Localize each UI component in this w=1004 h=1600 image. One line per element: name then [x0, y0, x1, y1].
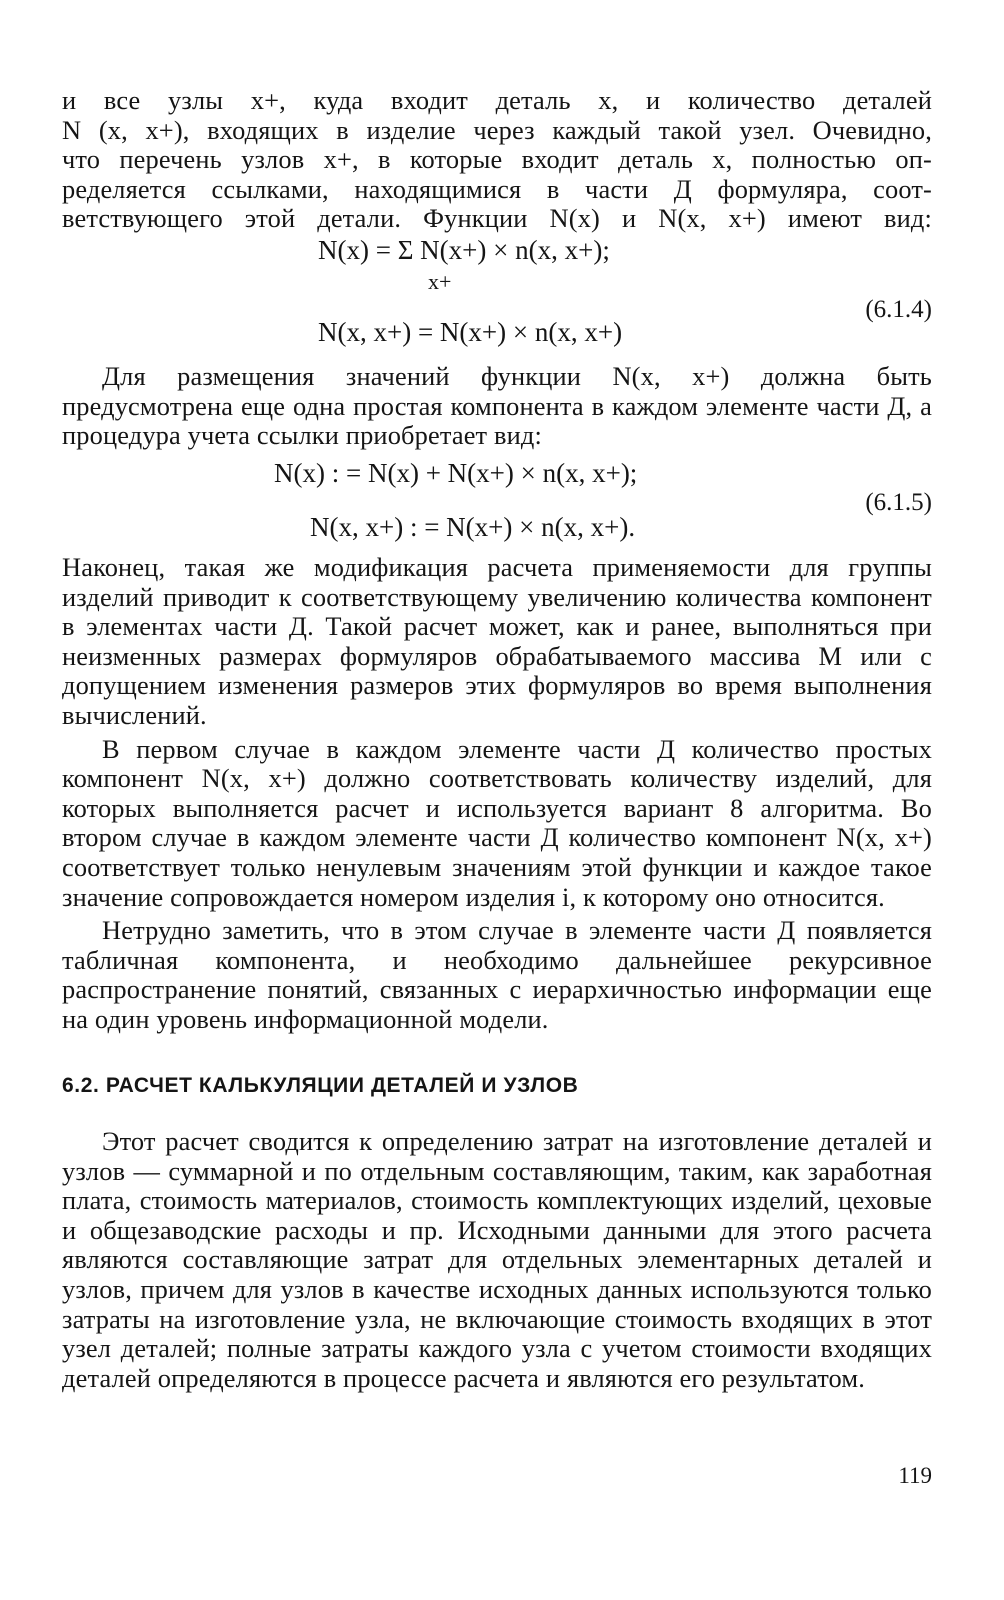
- equation-number: (6.1.4): [865, 296, 932, 323]
- sum-subscript: x+: [428, 269, 452, 294]
- equation-line: N(x) : = N(x) + N(x+) × n(x, x+);: [274, 458, 638, 488]
- text-line: что перечень узлов x+, в которые входит деталь x, полностью оп-: [62, 144, 932, 175]
- paragraph-text: Нетрудно заметить, что в этом случае в элементе части Д появляется табличная компонента, и необходимо дальнейшее рекурсивное распространение понятий, связанных с иерархичностью информации еще на один уровень информационной модели.: [62, 915, 932, 1034]
- equation-line: N(x, x+) : = N(x+) × n(x, x+).: [310, 512, 636, 542]
- paragraph-group: [62, 553, 932, 1035]
- section-heading: 6.2. РАСЧЕТ КАЛЬКУЛЯЦИИ ДЕТАЛЕЙ И УЗЛОВ: [62, 1074, 579, 1097]
- paragraph-text: Наконец, такая же модификация расчета применяемости для группы изделий приводит к соответствующему увеличению количества компонент в элементах части Д. Такой расчет может, как и ранее, выполняться при неизменных размерах формуляров обрабатываемого массива М или с допущением изменения размеров этих формуляров во время выполнения вычислений.: [62, 552, 932, 730]
- equation-6-1-4: [62, 235, 932, 355]
- text-line: и все узлы x+, куда входит деталь x, и количество деталей: [62, 85, 932, 115]
- equation-number: (6.1.5): [865, 489, 932, 516]
- paragraph-text: Этот расчет сводится к определению затрат на изготовление деталей и узлов — суммарной и по отдельным составляющим, таким, как заработная плата, стоимость материалов, стоимость комплектующих изделий, цеховые и общезаводские расходы и пр. Исходными данными для этого расчета являются составляющие затрат для отдельных элементарных деталей и узлов, причем для узлов в качестве исходных данных используются только затраты на изготовление узла, не включающие стоимость входящих в этот узел деталей; полные затраты каждого узла с учетом стоимости входящих деталей определяются в процессе расчета и являются его результатом.: [62, 1126, 932, 1393]
- paragraph: [62, 1127, 932, 1393]
- paragraph-text: Для размещения значений функции N(x, x+) должна быть предусмотрена еще одна простая компонента в каждом элементе части Д, а процедура учета ссылки приобретает вид:: [62, 361, 932, 451]
- equation-6-1-5: [62, 458, 932, 548]
- page-number: 119: [898, 1463, 932, 1488]
- equation-line: N(x) = Σ N(x+) × n(x, x+);: [318, 235, 610, 265]
- text-line: ределяется ссылками, находящимися в части Д формуляра, соот-: [62, 173, 932, 204]
- paragraph-intro: [62, 86, 932, 234]
- text-line: N (x, x+), входящих в изделие через каждый такой узел. Очевидно,: [62, 114, 932, 145]
- equation-line: N(x, x+) = N(x+) × n(x, x+): [318, 317, 623, 347]
- text-line: ветствующего этой детали. Функции N(x) и N(x, x+) имеют вид:: [62, 203, 932, 234]
- paragraph: [62, 362, 932, 451]
- paragraph-text: В первом случае в каждом элементе части Д количество простых компонент N(x, x+) должно соответствовать количеству изделий, для которых выполняется расчет и используется вариант 8 алгоритма. Во втором случае в каждом элементе части Д количество компонент N(x, x+) соответствует только ненулевым значениям этой функции и каждое такое значение сопровождается номером изделия i, к которому оно относится.: [62, 733, 932, 912]
